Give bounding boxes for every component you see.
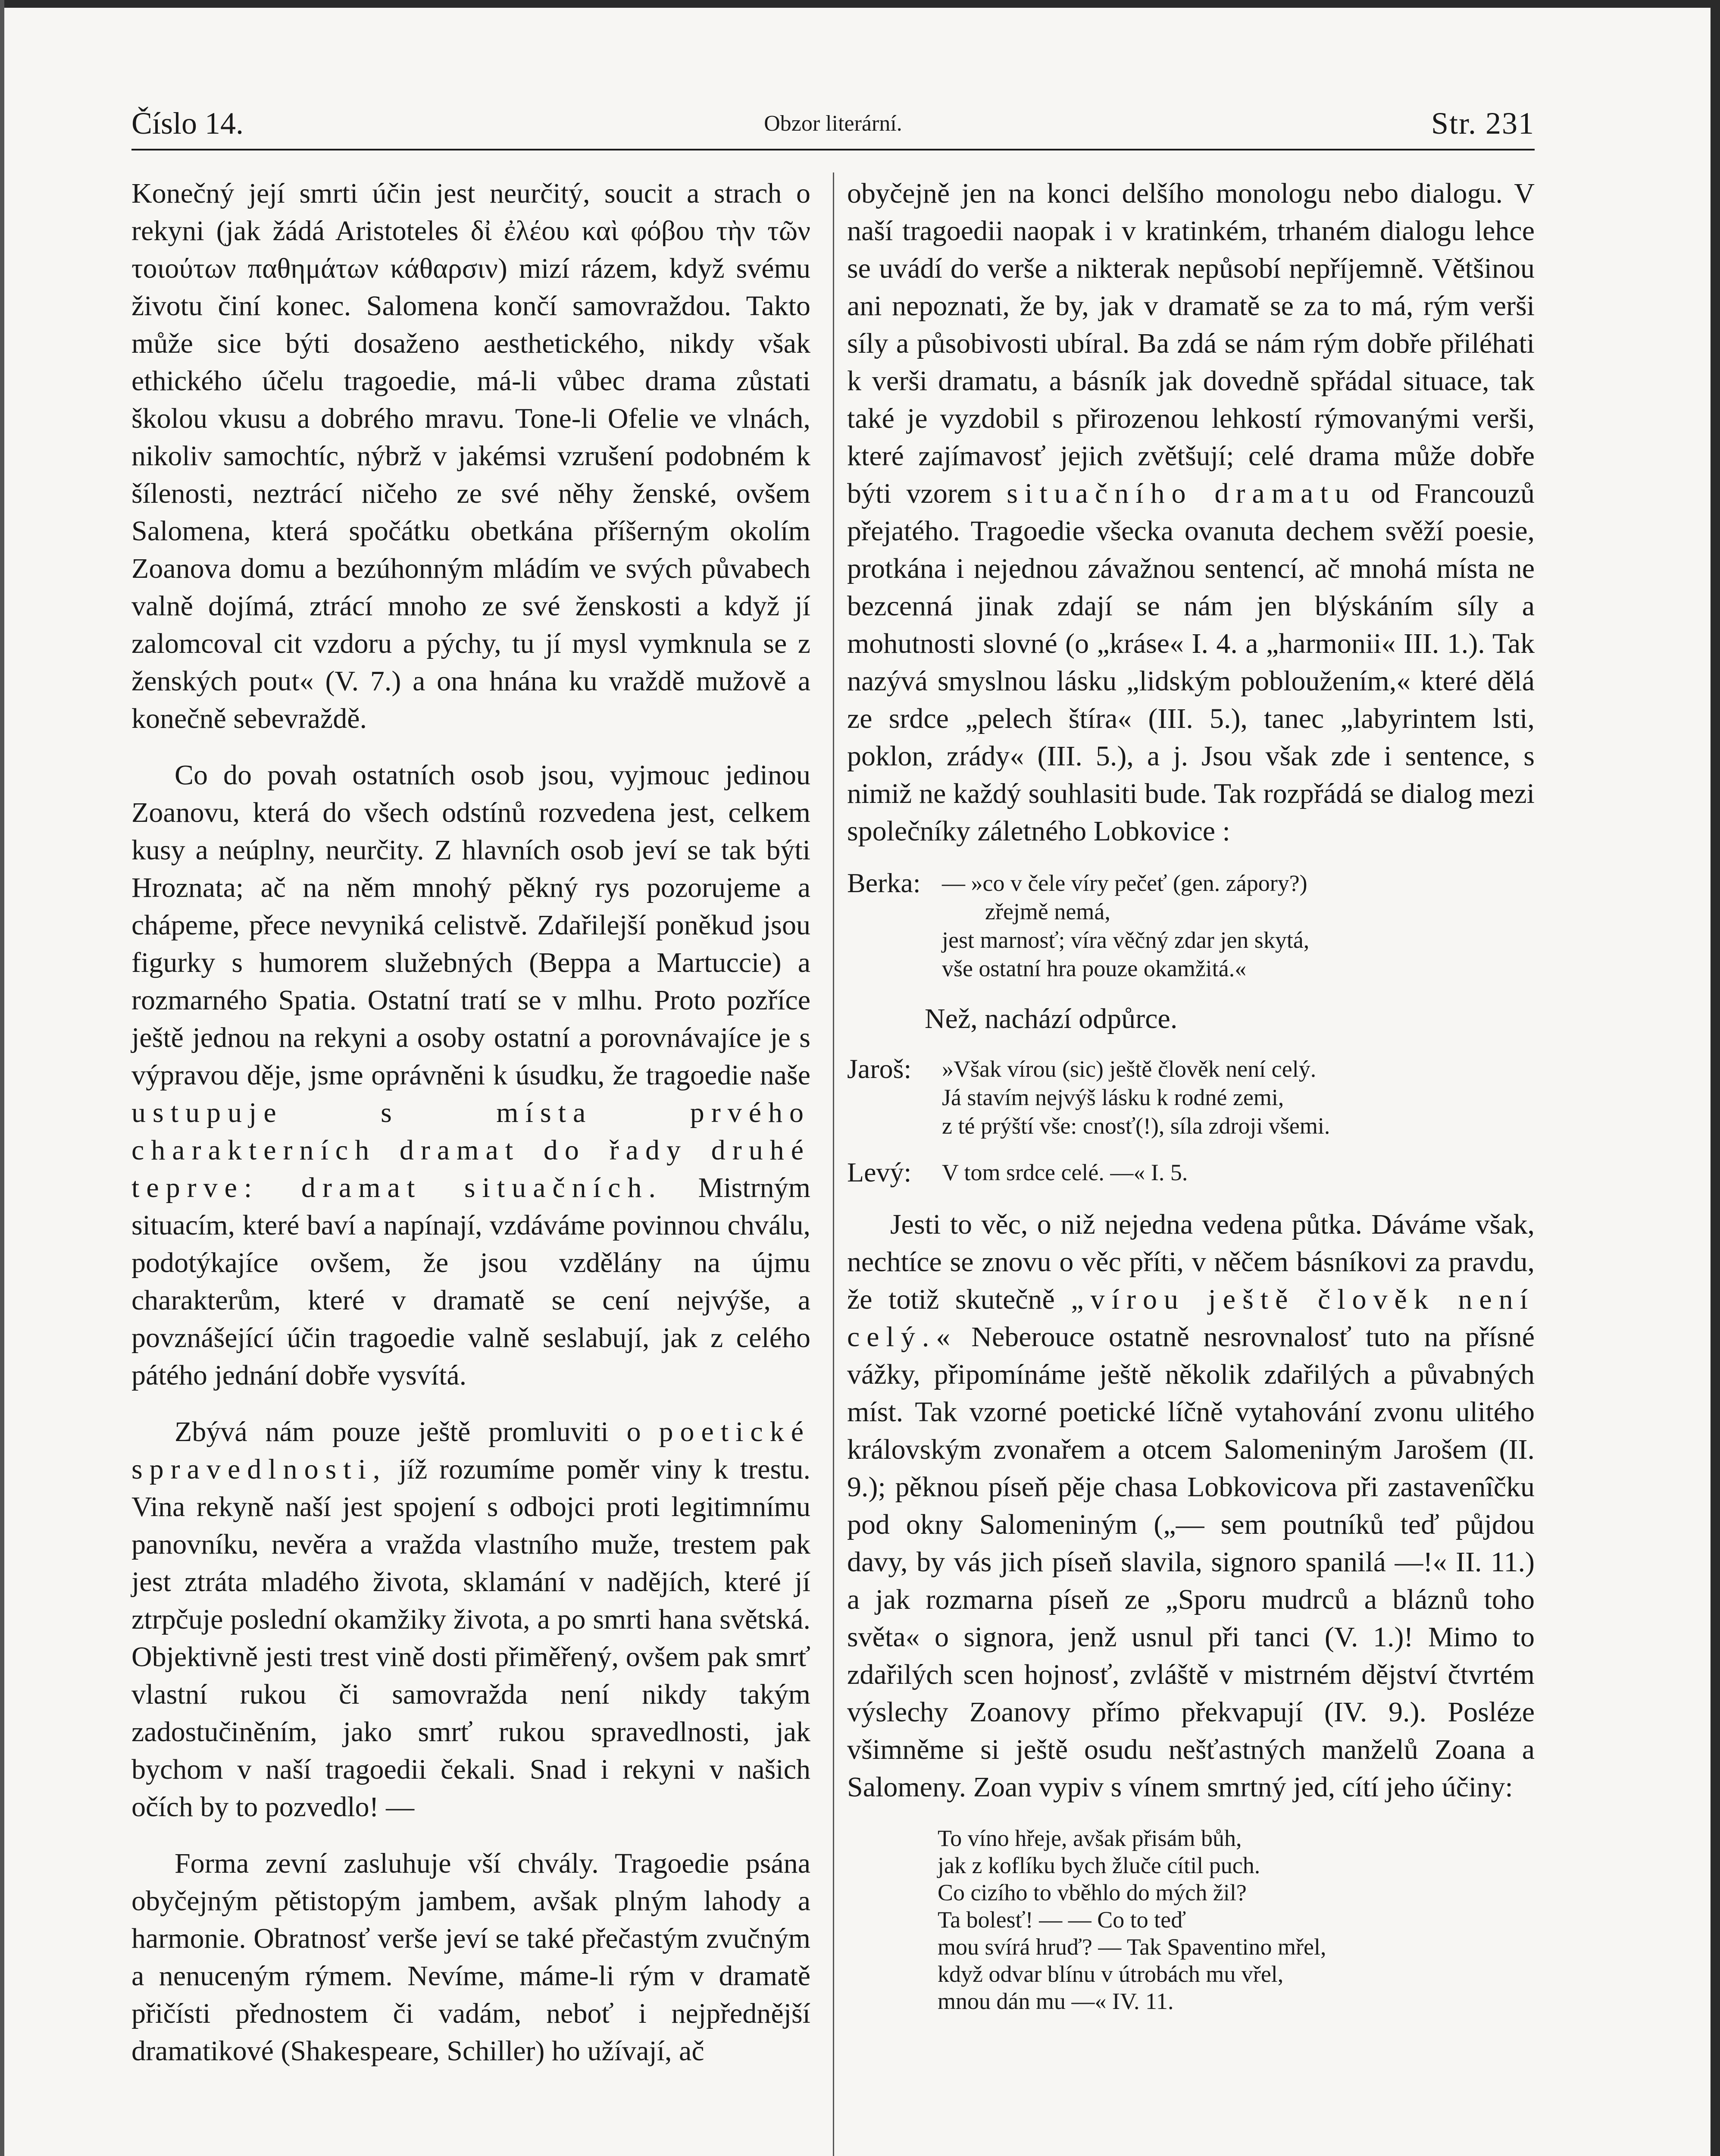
scan-edge-right	[1711, 0, 1720, 2156]
text-run: Co do povah ostatních osob jsou, vyjmouc jedinou Zoanovu, která do všech odstínů rozvedena jest, celkem kusy a neúplny, neurčity. Z hlavních osob jeví se tak býti Hroznata; ač na něm mnohý pěkný rys pozorujeme a chápeme, přece nevyniká celistvě. Zdařilejší poněkud jsou figurky s humorem služebných (Beppa a Martuccie) a rozmarného Spatia. Ostatní tratí se v mlhu. Proto pozříce ještě jednou na rekyni a osoby ostatní a porovnávajíce je s výpravou děje, jsme oprávněni k úsudku, že tragoedie naše	[131, 759, 810, 1091]
verse-line: mnou dán mu —« IV. 11.	[938, 1988, 1174, 2014]
spaced-emphasis: „vírou ještě člověk není celý.«	[847, 1284, 1535, 1353]
verse-line: když odvar blínu v útrobách mu vřel,	[938, 1961, 1284, 1987]
verse-line: jest marnosť; víra věčný zdar jen skytá,	[942, 927, 1310, 953]
speaker-name: Berka:	[847, 868, 921, 898]
dialogue-line-levy	[847, 1158, 1535, 1187]
header-rule	[131, 149, 1535, 150]
text-run: jíž rozumíme poměr viny k trestu. Vina rekyně naší jest spojení s odbojci proti legitimnímu panovníku, nevěra a vražda vlastního muže, trestem pak jest ztráta mladého života, sklamání v nadějích, které jí ztrpčuje poslední okamžiky života, a po smrti hana světská. Objektivně jesti trest vině dosti přiměřený, ovšem pak smrť vlastní rukou či samovražda není nikdy takým zadostučiněním, jako smrť rukou spravedlnosti, jak bychom v naší tragoedii čekali. Snad i rekyni v našich očích by to pozvedlo! —	[131, 1454, 811, 1823]
journal-title: Obzor literární.	[764, 111, 902, 136]
verse-line: V tom srdce celé. —« I. 5.	[942, 1159, 1188, 1185]
speaker-name: Jaroš:	[847, 1053, 912, 1084]
poem-excerpt	[938, 1825, 1535, 2015]
speaker-name: Levý:	[847, 1157, 912, 1188]
paragraph	[847, 175, 1535, 850]
dialogue-line-berka	[847, 869, 1535, 983]
verse-line: zřejmě nemá,	[985, 899, 1110, 924]
verse-line: jak z koflíku bych žluče cítil puch.	[938, 1852, 1260, 1878]
text-run: od Francouzů přejatého. Tragoedie všecka ovanuta dechem svěží poesie, protkána i nejednou závažnou sentencí, ač mnohá místa ne bezcenná jinak zdají se nám jen blýskáním síly a mohutnosti slovné (o „kráse« I. 4. a „harmonii« III. 1.). Tak nazývá smyslnou lásku „lidským pobloužením,« které dělá ze srdce „pelech štíra« (III. 5.), tanec „labyrintem lsti, poklon, zrády« (III. 5.), a j. Jsou však zde i sentence, s nimiž ne každý souhlasiti bude. Tak rozpřádá se dialog mezi společníky záletného Lobkovice :	[847, 478, 1535, 847]
text-run: Jesti to věc, o niž nejedna vedena půtka. Dáváme však, nechtíce se znovu o věc příti, v něčem básníkovi za pravdu, že totiž skutečně	[847, 1209, 1535, 1315]
text-run: Zbývá nám pouze ještě promluviti o	[175, 1416, 641, 1448]
dialogue-interjection: Než, nachází odpůrce.	[925, 1003, 1178, 1034]
text-run: obyčejně jen na konci delšího monologu nebo dialogu. V naší tragoedii naopak i v kratinkém, trhaném dialogu lehce se uvádí do verše a nikterak nepůsobí nepříjemně. Většinou ani nepoznati, že by, jak v dramatě se za to má, rým verši síly a působivosti ubíral. Ba zdá se nám rým dobře přiléhati k verši dramatu, a básník jak dovedně spřádal situace, tak také je vyzdobil s přirozenou lehkostí rýmovanými verši, které zajímavosť jejich zvětšují; celé drama může dobře býti vzorem	[847, 178, 1535, 509]
spaced-emphasis: ustupuje s místa prvého charakterních dramat do řady druhé teprve: dramat situačních.	[131, 1097, 810, 1203]
paragraph	[131, 1413, 810, 1826]
verse-line: vše ostatní hra pouze okamžitá.«	[942, 956, 1247, 981]
issue-number: Číslo 14.	[131, 106, 244, 141]
text-run: Neberouce ostatně nesrovnalosť tuto na přísné vážky, připomínáme ještě několik zdařilých a půvabných míst. Tak vzorné poetické líčně vytahování zvonu ulitého královským zvonařem a otcem Salomeniným Jarošem (II. 9.); pěknou píseň pěje chasa Lobkovicova při zastavenîčku pod okny Salomeniným („— sem poutníků teď půjdou davy, by vás jich píseň slavila, signoro spanilá —!« II. 11.) a jak rozmarna píseň ze „Sporu mudrců a bláznů toho světa« o signora, jenž usnul při tanci (V. 1.)! Mimo to zdařilých scen hojnosť, zvláště v mistrném dějství čtvrtém výslechy Zoanovy přímo překvapují (IV. 9.). Posléze všimněme si ještě osudu nešťastných manželů Zoana a Salomeny. Zoan vypiv s vínem smrtný jed, cítí jeho účiny:	[847, 1321, 1535, 1803]
verse-line: Ta bolesť! — — Co to teď	[938, 1907, 1186, 1933]
verse-line: Já stavím nejvýš lásku k rodné zemi,	[942, 1084, 1284, 1110]
scan-edge-top	[0, 0, 1720, 8]
left-column	[131, 175, 810, 2070]
verse-line: To víno hřeje, avšak přisám bůh,	[938, 1825, 1242, 1851]
paragraph	[131, 756, 810, 1394]
page-header	[131, 101, 1535, 149]
page-number: Str. 231	[1431, 106, 1535, 141]
paragraph: Konečný její smrti účin jest neurčitý, soucit a strach o rekyni (jak žádá Aristoteles δἰ ἐλέου καὶ φόβου τὴν τῶν τοιούτων παθημάτων κάθαρσιν) mizí rázem, když svému životu činí konec. Salomena končí samovraždou. Takto může sice býti dosaženo aesthetického, nikdy však ethického účelu tragoedie, má-li vůbec drama zůstati školou vkusu a dobrého mravu. Tone-li Ofelie ve vlnách, nikoliv samochtíc, nýbrž v jakémsi vzrušení podobném k šílenosti, neztrácí ničeho ze své něhy ženské, ovšem Salomena, která spočátku obetkána příšerným okolím Zoanova domu a bezúhonným mládím ve svých půvabech valně dojímá, ztrácí mnoho ze své ženskosti a když jí zalomcoval cit vzdoru a pýchy, tu jí mysl vymknula se z ženských pout« (V. 7.) a ona hnána ku vraždě mužově a konečně sebevraždě.	[131, 178, 810, 734]
scan-edge-left	[0, 0, 4, 2156]
verse-line: z té prýští vše: cnosť(!), síla zdroji všemi.	[942, 1113, 1330, 1139]
verse-line: — »co v čele víry pečeť (gen. zápory?)	[942, 870, 1307, 896]
verse-line: »Však vírou (sic) ještě člověk není celý.	[942, 1056, 1317, 1082]
text-run: Mistrným situacím, které baví a napínají, vzdáváme povinnou chválu, podotýkajíce ovšem, že jsou vzdělány na újmu charakterům, které v dramatě se cení nejvýše, a povznášející účin tragoedie valně seslabují, jak z celého pátého jednání dobře vysvítá.	[131, 1172, 811, 1391]
paragraph	[847, 1206, 1535, 1806]
right-column	[847, 175, 1535, 2015]
column-divider	[833, 172, 834, 2156]
dialogue-line-jaros	[847, 1055, 1535, 1140]
dialogue-excerpt	[847, 869, 1535, 1187]
spaced-emphasis: poetické spravedlnosti,	[131, 1416, 811, 1485]
spaced-emphasis: situačního dramatu	[1007, 478, 1356, 509]
verse-line: Co cizího to vběhlo do mých žil?	[938, 1880, 1247, 1905]
paragraph: Forma zevní zasluhuje vší chvály. Tragoedie psána obyčejným pětistopým jambem, avšak plným lahody a harmonie. Obratnosť verše jeví se také přečastým zvučným a nenuceným rýmem. Nevíme, máme-li rým v dramatě přičísti přednostem či vadám, neboť i nejpřednější dramatikové (Shakespeare, Schiller) ho užívají, ač	[131, 1848, 810, 2067]
verse-line: mou svírá hruď? — Tak Spaventino mřel,	[938, 1934, 1326, 1960]
